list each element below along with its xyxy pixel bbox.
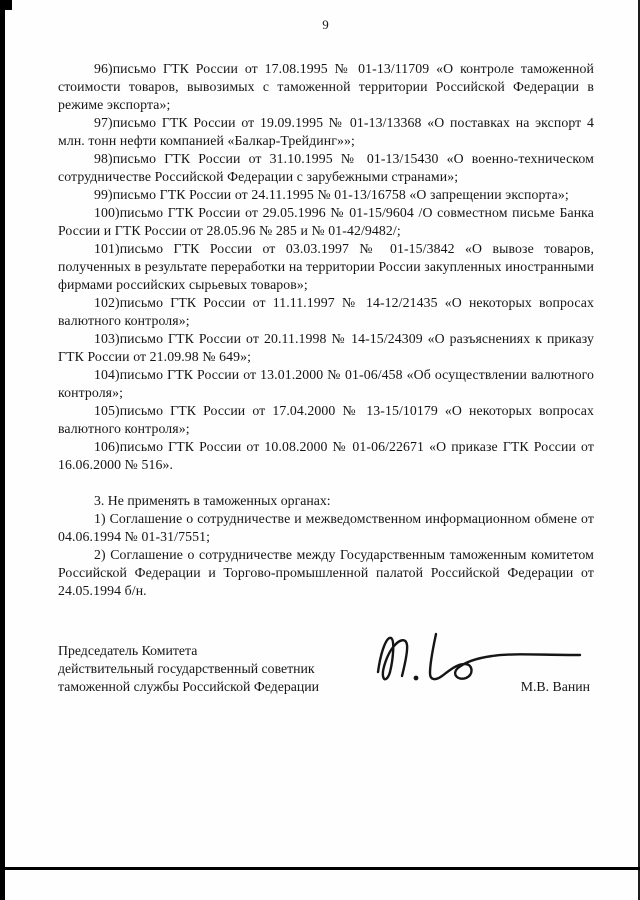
list-item-102: 102)письмо ГТК России от 11.11.1997 № 14-12/21435 «О некоторых вопросах валютного контроля»;: [58, 295, 594, 328]
page-number: 9: [322, 17, 330, 32]
signatory-title-line: таможенной службы Российской Федерации: [58, 679, 319, 694]
signatory-name: М.В. Ванин: [520, 679, 590, 694]
list-item-103: 103)письмо ГТК России от 20.11.1998 № 14-15/24309 «О разъяснениях к приказу ГТК России от 21.09.98 № 649»;: [58, 331, 594, 364]
list-item-105: 105)письмо ГТК России от 17.04.2000 № 13-15/10179 «О некоторых вопросах валютного контроля»;: [58, 403, 594, 436]
list-item-104: 104)письмо ГТК России от 13.01.2000 № 01-06/458 «Об осуществлении валютного контроля»;: [58, 367, 594, 400]
section3-item-2: 2) Соглашение о сотрудничестве между Государственным таможенным комитетом Российской Федерации и Торгово-промышленной палатой Российской Федерации от 24.05.1994 б/н.: [58, 547, 594, 598]
list-item-99: 99)письмо ГТК России от 24.11.1995 № 01-13/16758 «О запрещении экспорта»;: [94, 187, 569, 202]
signatory-title-line: действительный государственный советник: [58, 661, 315, 676]
list-item-97: 97)письмо ГТК России от 19.09.1995 № 01-13/13368 «О поставках на экспорт 4 млн. тонн нефти компанией «Балкар-Трейдинг»»;: [58, 115, 594, 148]
section3-heading: 3. Не применять в таможенных органах:: [94, 493, 331, 508]
list-item-98: 98)письмо ГТК России от 31.10.1995 № 01-13/15430 «О военно-техническом сотрудничестве Российской Федерации с зарубежными странами»;: [58, 151, 594, 184]
list-item-106: 106)письмо ГТК России от 10.08.2000 № 01-06/22671 «О приказе ГТК России от 16.06.2000 № 516».: [58, 439, 594, 472]
scan-border-bottom: [0, 867, 640, 870]
list-item-96: 96)письмо ГТК России от 17.08.1995 № 01-13/11709 «О контроле таможенной стоимости товаров, вывозимых с таможенной территории Российской Федерации в режиме экспорта»;: [58, 61, 594, 112]
section3-item-1: 1) Соглашение о сотрудничестве и межведомственном информационном обмене от 04.06.1994 № 01-31/7551;: [58, 511, 594, 544]
list-item-100: 100)письмо ГТК России от 29.05.1996 № 01-15/9604 /О совместном письме Банка России и ГТК России от 28.05.96 № 285 и № 01-42/9482/;: [58, 205, 594, 238]
signature-block: [58, 640, 594, 696]
signature-area: [370, 640, 594, 696]
list-item-101: 101)письмо ГТК России от 03.03.1997 № 01-15/3842 «О вывозе товаров, полученных в результате переработки на территории России закупленных иностранными фирмами российских сырьевых товаров»;: [58, 241, 594, 292]
scan-border-left: [0, 0, 5, 900]
signatory-titles: [58, 642, 370, 696]
signatory-title-line: Председатель Комитета: [58, 643, 198, 658]
document-content: [58, 16, 594, 696]
